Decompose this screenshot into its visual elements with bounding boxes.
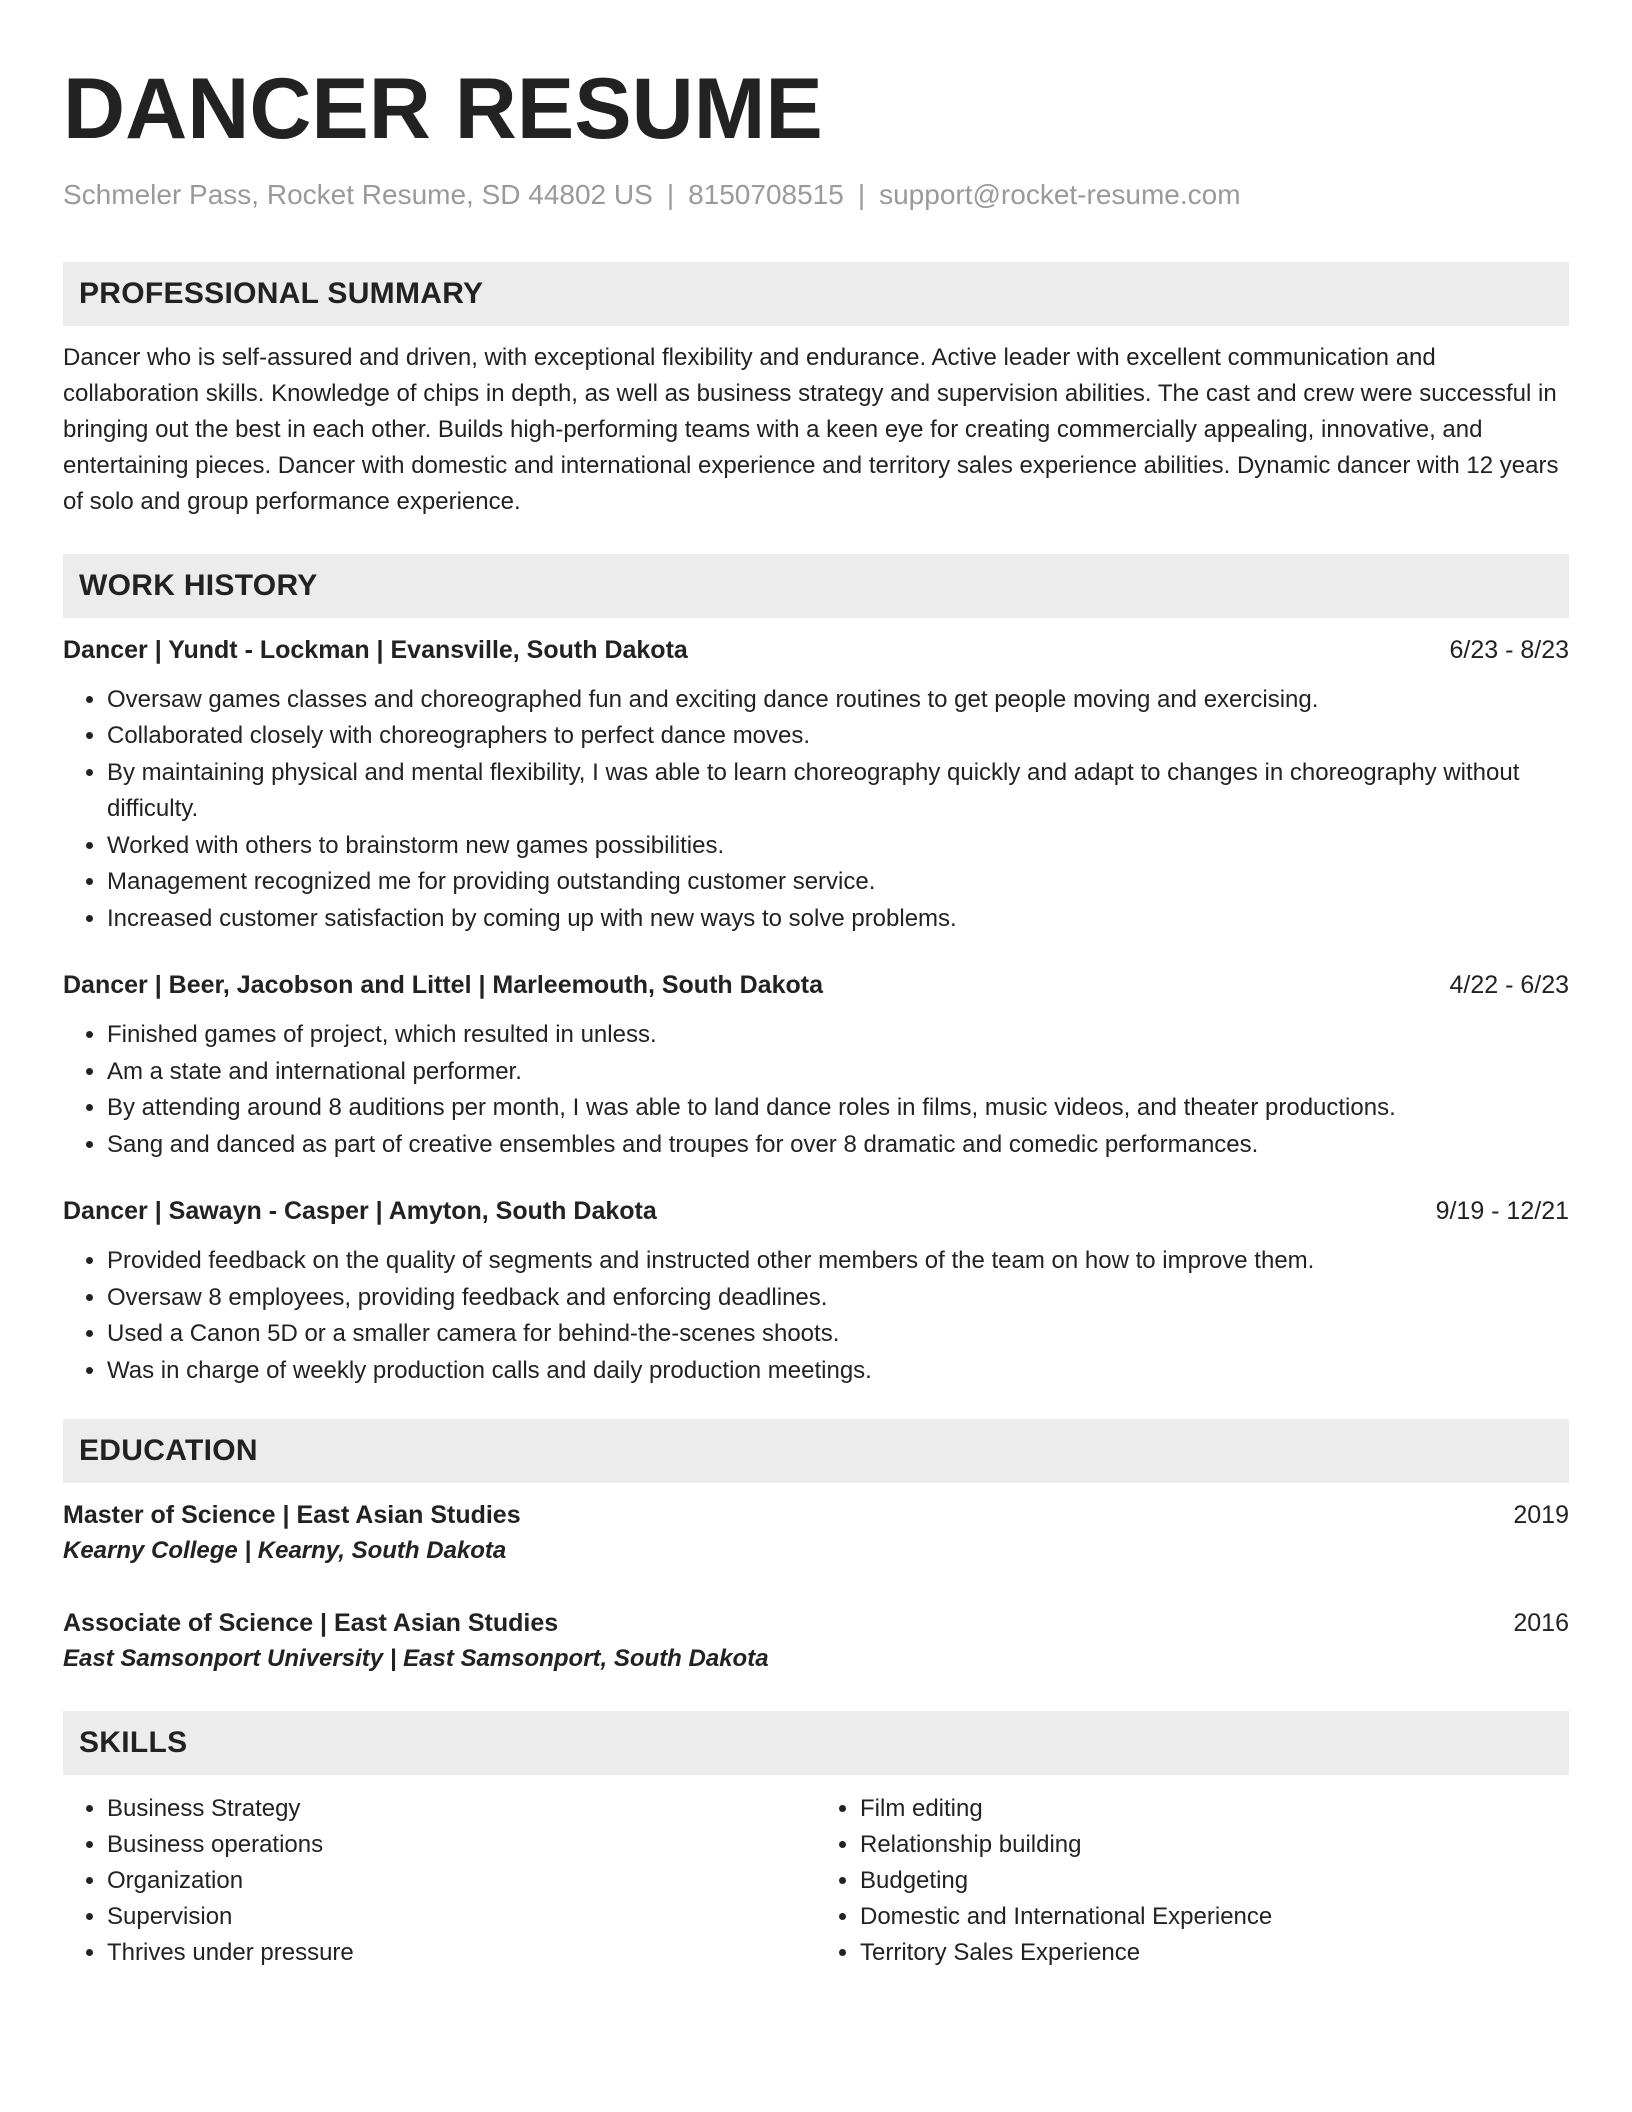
- skills-list-right: [816, 1791, 1569, 1971]
- list-item: • Worked with others to brainstorm new games possibilities.: [107, 828, 1569, 865]
- list-item: • Used a Canon 5D or a smaller camera for behind-the-scenes shoots.: [107, 1316, 1569, 1353]
- resume-title: DANCER RESUME: [63, 61, 823, 157]
- section-heading-education: EDUCATION: [63, 1419, 1569, 1483]
- list-item: • By attending around 8 auditions per month, I was able to land dance roles in films, music videos, and theater productions.: [107, 1090, 1569, 1127]
- education-degree: Associate of Science | East Asian Studies: [63, 1609, 559, 1638]
- list-item: • Provided feedback on the quality of segments and instructed other members of the team on how to improve them.: [107, 1243, 1569, 1280]
- education-header: [63, 1605, 1569, 1641]
- list-item: • Film editing: [860, 1791, 1569, 1827]
- job-dates: 4/22 - 6/23: [1449, 971, 1569, 1000]
- list-item: • Oversaw 8 employees, providing feedback and enforcing deadlines.: [107, 1280, 1569, 1317]
- list-item: • Am a state and international performer.: [107, 1054, 1569, 1091]
- job-header: [63, 1193, 1569, 1229]
- job-entry: [63, 1193, 1569, 1389]
- education-school: East Samsonport University | East Samsonport, South Dakota: [63, 1645, 769, 1673]
- contact-address: Schmeler Pass, Rocket Resume, SD 44802 US: [63, 179, 653, 210]
- section-heading-work-history: WORK HISTORY: [63, 554, 1569, 618]
- job-entry: [63, 967, 1569, 1163]
- list-item: • Oversaw games classes and choreographed fun and exciting dance routines to get people moving and exercising.: [107, 682, 1569, 719]
- list-item: • Business operations: [107, 1827, 816, 1863]
- list-item: • By maintaining physical and mental flexibility, I was able to learn choreography quickly and adapt to changes in choreography without difficulty.: [107, 755, 1569, 828]
- list-item: • Was in charge of weekly production calls and daily production meetings.: [107, 1353, 1569, 1390]
- education-header: [63, 1497, 1569, 1533]
- job-header: [63, 967, 1569, 1003]
- list-item: • Budgeting: [860, 1863, 1569, 1899]
- job-bullets: [63, 1017, 1569, 1163]
- skills-columns: [63, 1791, 1569, 1971]
- education-entry: [63, 1497, 1569, 1569]
- contact-separator: |: [857, 179, 866, 210]
- list-item: • Relationship building: [860, 1827, 1569, 1863]
- list-item: • Management recognized me for providing outstanding customer service.: [107, 864, 1569, 901]
- education-entry: [63, 1605, 1569, 1677]
- summary-text: Dancer who is self-assured and driven, with exceptional flexibility and endurance. Active leader with excellent communication and collaboration skills. Knowledge of chips in depth, as well as business strategy and supervision abilities. The cast and crew were successful in bringing out the best in each other. Builds high-performing teams with a keen eye for creating commercially appealing, innovative, and entertaining pieces. Dancer with domestic and international experience and territory sales experience abilities. Dynamic dancer with 12 years of solo and group performance experience.: [63, 343, 1559, 515]
- education-year: 2016: [1513, 1609, 1569, 1638]
- job-dates: 6/23 - 8/23: [1449, 635, 1569, 664]
- job-title: Dancer | Sawayn - Casper | Amyton, South Dakota: [63, 1197, 657, 1226]
- list-item: • Increased customer satisfaction by coming up with new ways to solve problems.: [107, 901, 1569, 938]
- list-item: • Sang and danced as part of creative ensembles and troupes for over 8 dramatic and comedic performances.: [107, 1127, 1569, 1164]
- job-header: [63, 632, 1569, 668]
- list-item: • Thrives under pressure: [107, 1935, 816, 1971]
- list-item: • Domestic and International Experience: [860, 1899, 1569, 1935]
- list-item: • Territory Sales Experience: [860, 1935, 1569, 1971]
- section-heading-summary: PROFESSIONAL SUMMARY: [63, 262, 1569, 326]
- list-item: • Business Strategy: [107, 1791, 816, 1827]
- education-degree: Master of Science | East Asian Studies: [63, 1501, 521, 1530]
- section-heading-skills: SKILLS: [63, 1711, 1569, 1775]
- list-item: • Supervision: [107, 1899, 816, 1935]
- contact-line: [63, 178, 1569, 212]
- skills-list-left: [63, 1791, 816, 1971]
- contact-phone: 8150708515: [688, 179, 844, 210]
- list-item: • Collaborated closely with choreographers to perfect dance moves.: [107, 718, 1569, 755]
- contact-separator: |: [666, 179, 675, 210]
- education-school: Kearny College | Kearny, South Dakota: [63, 1537, 507, 1565]
- job-title: Dancer | Yundt - Lockman | Evansville, South Dakota: [63, 635, 688, 664]
- job-dates: 9/19 - 12/21: [1435, 1197, 1569, 1226]
- contact-email[interactable]: support@rocket-resume.com: [879, 179, 1241, 210]
- job-title: Dancer | Beer, Jacobson and Littel | Marleemouth, South Dakota: [63, 971, 823, 1000]
- list-item: • Organization: [107, 1863, 816, 1899]
- list-item: • Finished games of project, which resulted in unless.: [107, 1017, 1569, 1054]
- job-bullets: [63, 1243, 1569, 1389]
- job-entry: [63, 632, 1569, 938]
- job-bullets: [63, 682, 1569, 938]
- education-year: 2019: [1513, 1501, 1569, 1530]
